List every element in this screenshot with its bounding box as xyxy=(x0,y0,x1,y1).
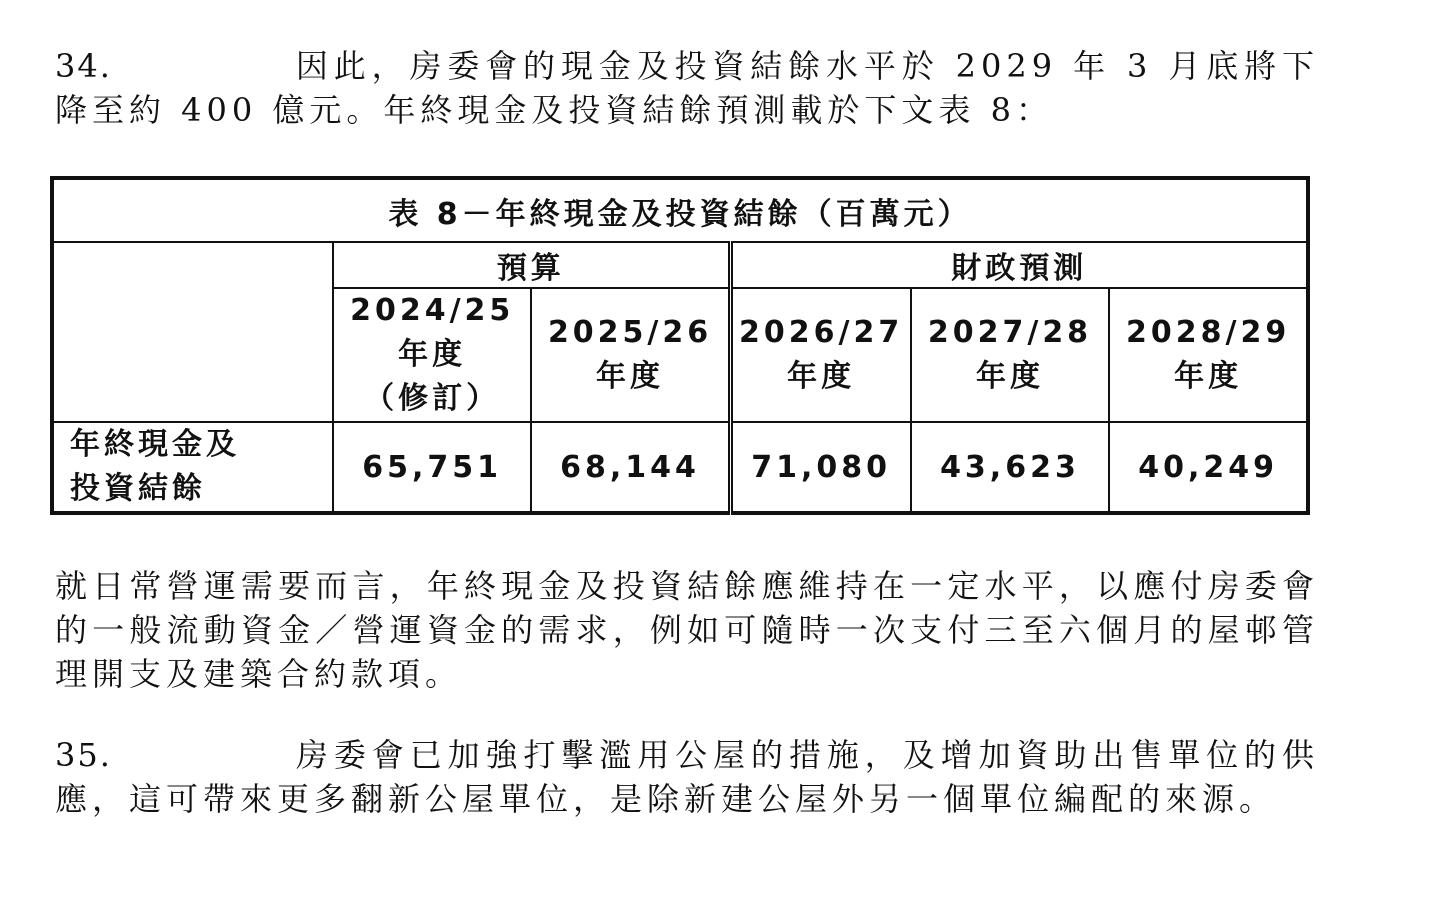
group-header-forecast: 財政預測 xyxy=(730,242,1308,288)
paragraph-text: 因此，房委會的現金及投資結餘水平於 2029 年 3 月底將下降至約 400 億元。年終現金及投資結餘預測載於下文表 8： xyxy=(55,47,1319,129)
table-8 xyxy=(50,176,1310,515)
row-label xyxy=(52,422,333,513)
paragraph-number: 34. xyxy=(55,47,112,85)
cash-balance-table xyxy=(50,176,1310,515)
paragraph-text: 房委會已加強打擊濫用公屋的措施，及增加資助出售單位的供應，這可帶來更多翻新公屋單位，是除新建公屋外另一個單位編配的來源。 xyxy=(55,736,1319,818)
table-cell: 68,144 xyxy=(531,422,730,513)
column-year: 2028/29 xyxy=(1126,315,1291,350)
column-unit: 年度 xyxy=(975,359,1044,394)
paragraph-34 xyxy=(55,44,1319,132)
column-year: 2024/25 xyxy=(350,293,515,328)
table-row xyxy=(52,422,1308,513)
row-label-line: 年終現金及 xyxy=(70,427,240,462)
empty-header-cell xyxy=(52,242,333,422)
paragraph-number: 35. xyxy=(55,736,112,774)
column-note: （修訂） xyxy=(364,381,501,416)
group-header-budget: 預算 xyxy=(333,242,730,288)
column-unit: 年度 xyxy=(787,359,856,394)
column-header xyxy=(1109,288,1308,422)
column-header xyxy=(531,288,730,422)
paragraph-34-continued: 就日常營運需要而言，年終現金及投資結餘應維持在一定水平，以應付房委會的一般流動資金／營運資金的需求，例如可隨時一次支付三至六個月的屋邨管理開支及建築合約款項。 xyxy=(55,567,1319,693)
column-year: 2027/28 xyxy=(927,315,1093,350)
column-header xyxy=(333,288,532,422)
table-title: 表 8－年終現金及投資結餘（百萬元） xyxy=(52,178,1308,242)
table-cell: 71,080 xyxy=(730,422,911,513)
column-unit: 年度 xyxy=(398,337,467,372)
table-cell: 43,623 xyxy=(911,422,1110,513)
column-year: 2025/26 xyxy=(547,315,713,350)
column-header xyxy=(911,288,1110,422)
table-cell: 65,751 xyxy=(333,422,532,513)
column-year: 2026/27 xyxy=(739,315,904,350)
paragraph-35 xyxy=(55,733,1319,821)
column-header xyxy=(730,288,911,422)
column-unit: 年度 xyxy=(1174,359,1243,394)
row-label-line: 投資結餘 xyxy=(70,471,206,506)
column-unit: 年度 xyxy=(596,359,665,394)
table-cell: 40,249 xyxy=(1109,422,1308,513)
